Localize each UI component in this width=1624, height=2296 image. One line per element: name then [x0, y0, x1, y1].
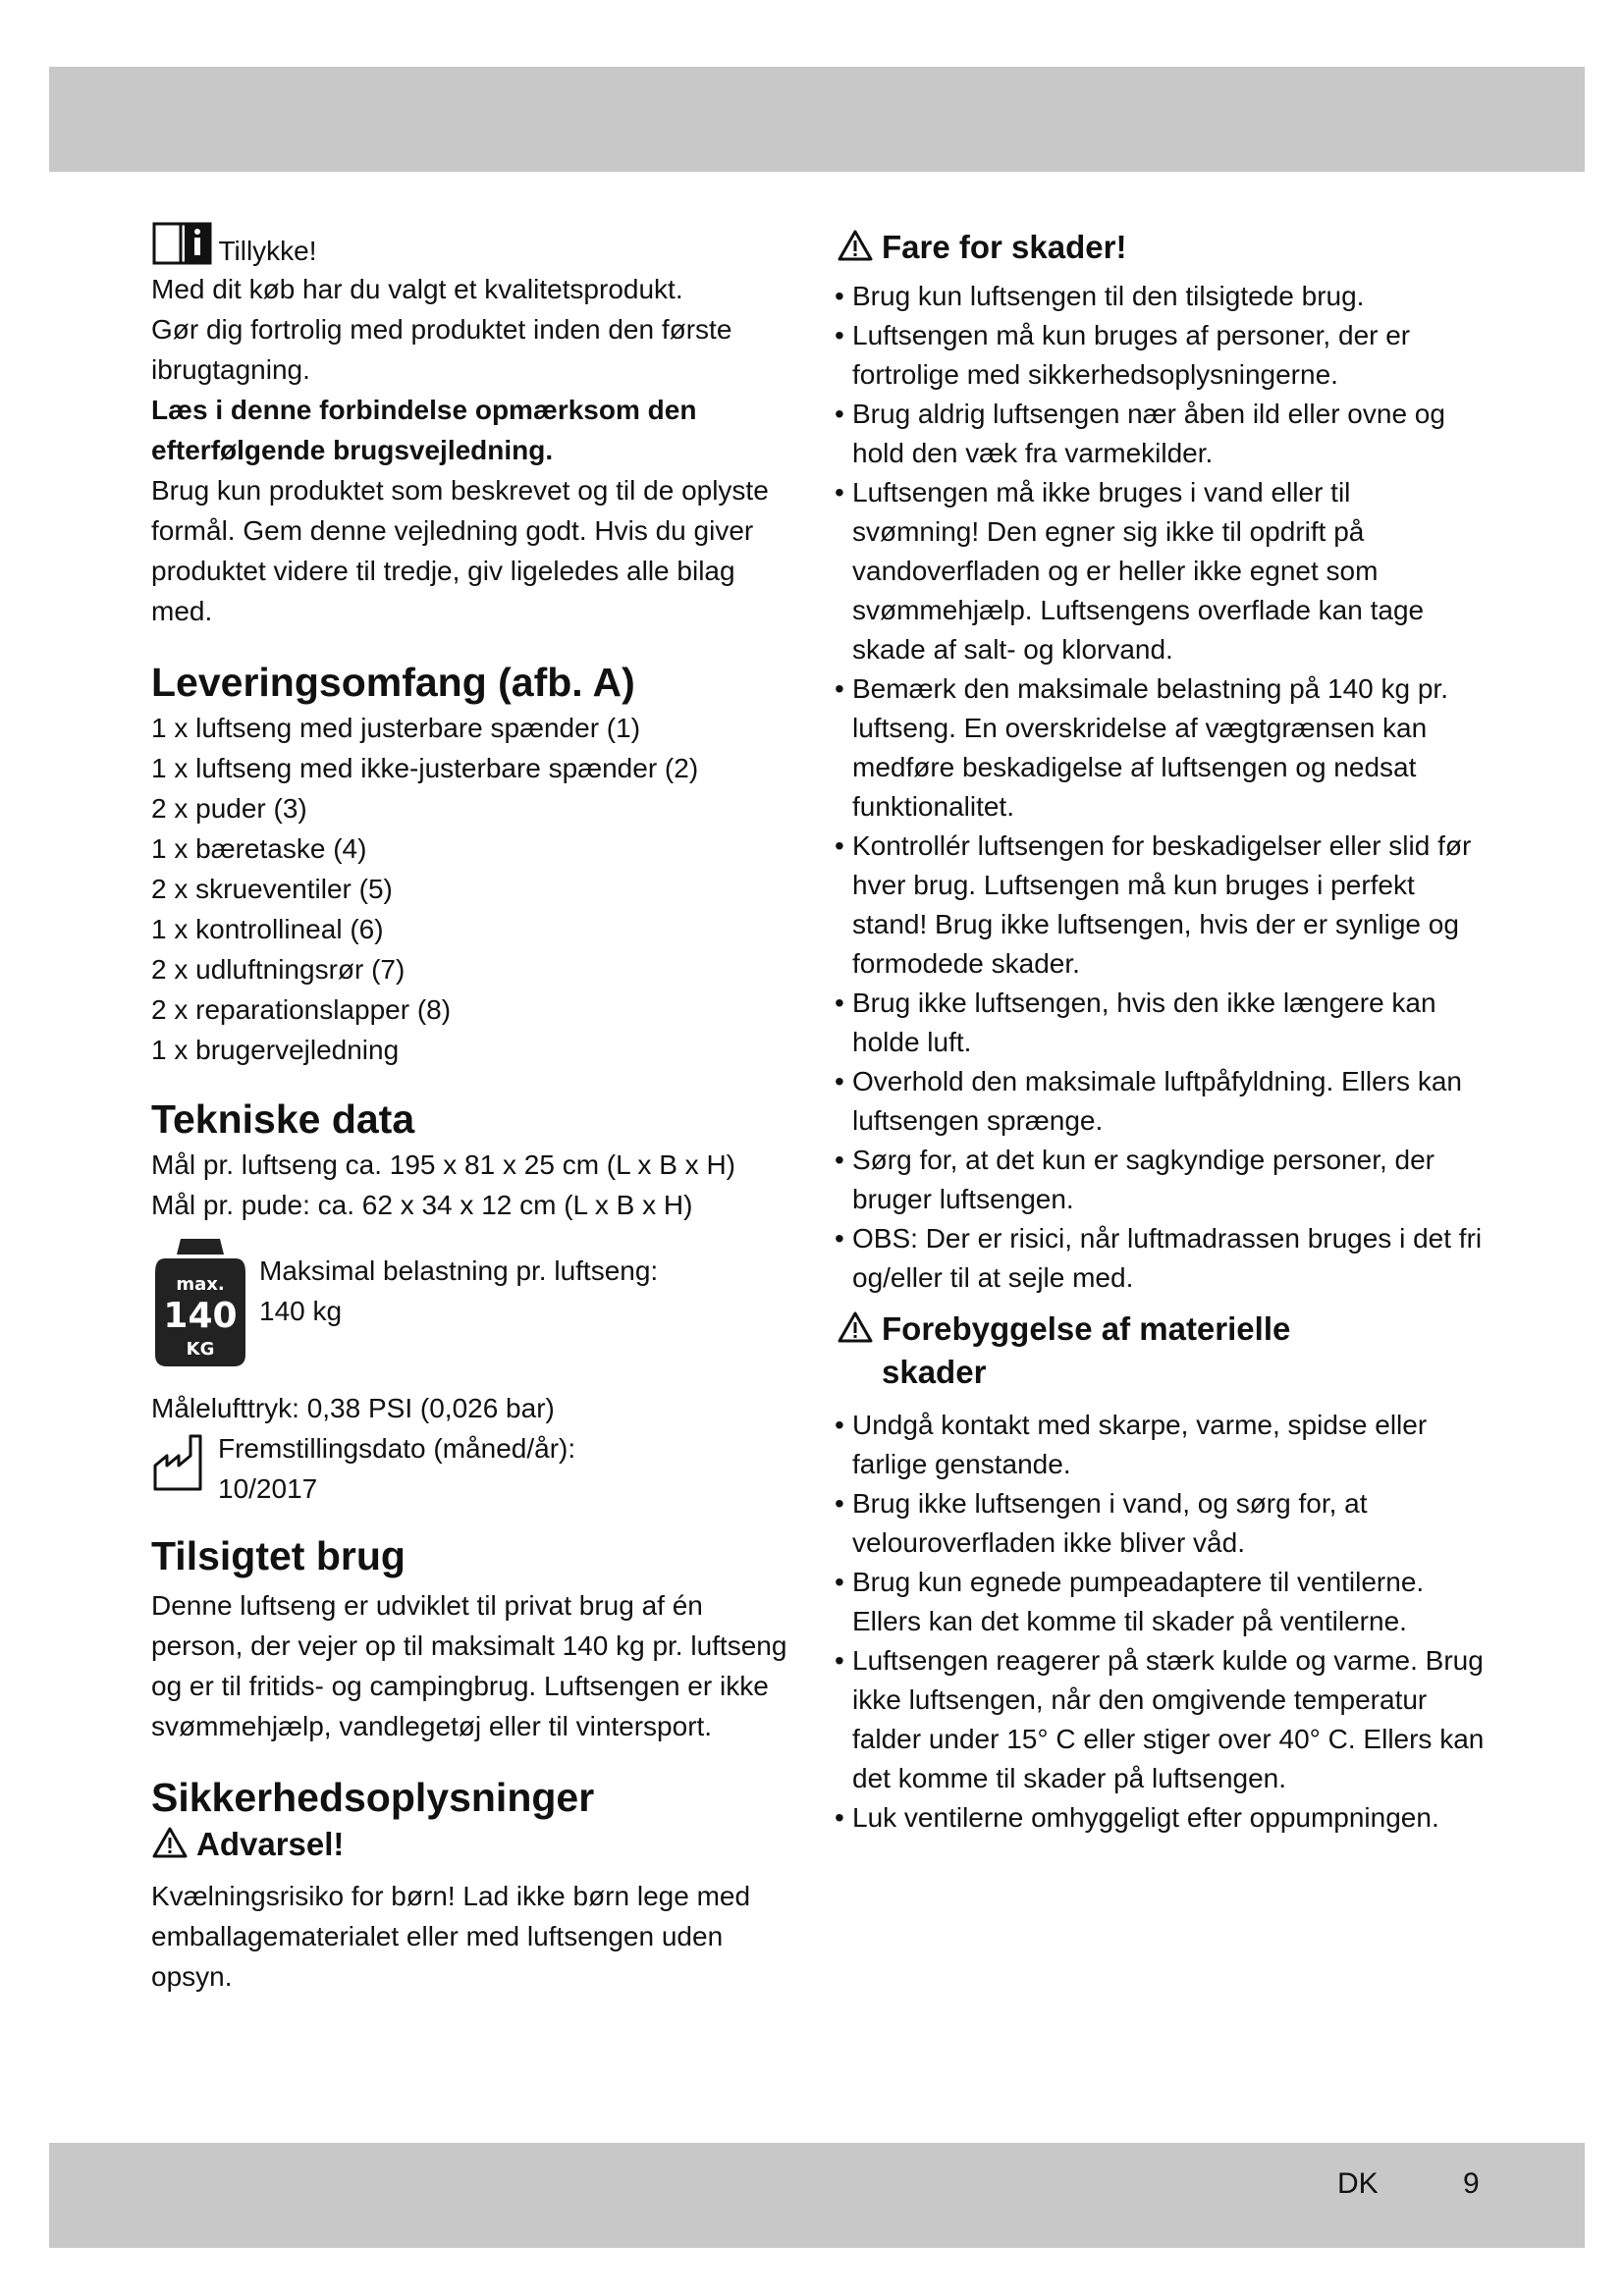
info-book-icon — [151, 218, 214, 267]
damage-item: • Undgå kontakt med skarpe, varme, spidse eller farlige genstande. — [837, 1406, 1485, 1484]
intended-text: Denne luftseng er udviklet til privat brug af én person, der vejer op til maksimalt 140 kg pr. luftseng og er til fritids- og campingbrug. Luftsengen er ikke svømmehjælp, vandlegetøj eller til vintersport. — [151, 1590, 787, 1741]
injury-item: • Bemærk den maksimale belastning på 140 kg pr. luftseng. En overskridelse af vægtgrænsen kan medføre beskadigelse af luftsengen og nedsat funktionalitet. — [837, 669, 1485, 827]
warning-icon — [837, 229, 874, 262]
delivery-title: Leveringsomfang (afb. A) — [151, 660, 635, 705]
injury-item: • Brug kun luftsengen til den tilsigtede brug. — [837, 277, 1485, 316]
header-bar — [49, 67, 1585, 172]
manufacture-date-value: 10/2017 — [218, 1473, 318, 1504]
warning-icon — [837, 1310, 874, 1344]
weight-icon — [151, 1233, 249, 1370]
damage-item: • Luk ventilerne omhyggeligt efter oppumpningen. — [837, 1798, 1485, 1838]
tech-bed-size: Mål pr. luftseng ca. 195 x 81 x 25 cm (L x B x H) — [151, 1149, 735, 1180]
delivery-list — [151, 708, 799, 1070]
injury-item: • Luftsengen må kun bruges af personer, der er fortrolige med sikkerhedsoplysningerne. — [837, 316, 1485, 395]
injury-item: • Luftsengen må ikke bruges i vand eller til svømning! Den egner sig ikke til opdrift på vandoverfladen og er heller ikke egnet som svømmehjælp. Luftsengens overflade kan tage skade af salt- og klorvand. — [837, 473, 1485, 669]
page-number: 9 — [1463, 2167, 1480, 2200]
damage-item: • Brug kun egnede pumpeadaptere til ventilerne. Ellers kan det komme til skader på ventilerne. — [837, 1563, 1485, 1641]
injury-list — [837, 277, 1485, 1298]
right-column — [837, 226, 1485, 1838]
delivery-item: 1 x luftseng med justerbare spænder (1) — [151, 713, 641, 743]
factory-icon — [151, 1432, 210, 1493]
injury-item: • Brug ikke luftsengen, hvis den ikke længere kan holde luft. — [837, 984, 1485, 1062]
damage-item: • Brug ikke luftsengen i vand, og sørg for, at velouroverfladen ikke bliver våd. — [837, 1484, 1485, 1563]
weight-icon-value: 140 — [163, 1296, 238, 1336]
warning-title: Advarsel! — [196, 1826, 345, 1862]
tech-pillow-size: Mål pr. pude: ca. 62 x 34 x 12 cm (L x B x H) — [151, 1190, 693, 1220]
intro-text-3: Brug kun produktet som beskrevet og til de oplyste formål. Gem denne vejledning godt. Hvis du giver produktet videre til tredje, giv ligeledes alle bilag med. — [151, 475, 769, 626]
footer-language: DK — [1337, 2167, 1379, 2200]
intro-heading-row — [151, 218, 799, 267]
injury-item: • OBS: Der er risici, når luftmadrassen bruges i det fri og/eller til at sejle med. — [837, 1219, 1485, 1298]
injury-item: • Brug aldrig luftsengen nær åben ild eller ovne og hold den væk fra varmekilder. — [837, 395, 1485, 473]
injury-title: Fare for skader! — [882, 229, 1127, 265]
delivery-item: 2 x udluftningsrør (7) — [151, 954, 406, 985]
left-column — [151, 218, 799, 1997]
delivery-item: 1 x brugervejledning — [151, 1035, 400, 1065]
delivery-item: 1 x luftseng med ikke-justerbare spænder (2) — [151, 753, 699, 783]
manufacture-date-text — [218, 1428, 575, 1509]
intro-heading: Tillykke! — [218, 236, 317, 266]
intro-bold-text: Læs i denne forbindelse opmærksom den efterfølgende brugsvejledning. — [151, 395, 697, 465]
intro-text-1: Med dit køb har du valgt et kvalitetsprodukt. — [151, 274, 683, 304]
tech-title: Tekniske data — [151, 1096, 415, 1142]
injury-item: • Kontrollér luftsengen for beskadigelser eller slid før hver brug. Luftsengen må kun bruges i perfekt stand! Brug ikke luftsengen, hvis der er synlige og formodede skader. — [837, 827, 1485, 984]
max-load-label: Maksimal belastning pr. luftseng: — [259, 1255, 659, 1286]
measure-pressure: Målelufttryk: 0,38 PSI (0,026 bar) — [151, 1393, 555, 1423]
max-load-value: 140 kg — [259, 1296, 343, 1326]
intended-title: Tilsigtet brug — [151, 1533, 406, 1578]
delivery-item: 1 x kontrollineal (6) — [151, 914, 384, 944]
weight-icon-unit: KG — [186, 1339, 215, 1360]
damage-list — [837, 1406, 1485, 1838]
max-load-row — [151, 1233, 799, 1370]
damage-item: • Luftsengen reagerer på stærk kulde og varme. Brug ikke luftsengen, når den omgivende temperatur falder under 15° C eller stiger over 40° C. Ellers kan det komme til skader på luftsengen. — [837, 1641, 1485, 1798]
max-load-text — [259, 1251, 658, 1331]
warning-icon — [151, 1826, 189, 1859]
damage-title: Forebyggelse af materielle skader — [882, 1310, 1291, 1390]
delivery-item: 2 x reparationslapper (8) — [151, 994, 452, 1025]
injury-item: • Overhold den maksimale luftpåfyldning. Ellers kan luftsengen sprænge. — [837, 1062, 1485, 1141]
safety-title: Sikkerhedsoplysninger — [151, 1775, 595, 1820]
delivery-item: 2 x skrueventiler (5) — [151, 874, 393, 904]
intro-text-2: Gør dig fortrolig med produktet inden den første ibrugtagning. — [151, 314, 732, 385]
delivery-item: 1 x bæretaske (4) — [151, 833, 367, 864]
manufacture-date-label: Fremstillingsdato (måned/år): — [218, 1433, 576, 1464]
delivery-item: 2 x puder (3) — [151, 793, 307, 824]
damage-heading — [837, 1308, 1485, 1394]
warning-text: Kvælningsrisiko for børn! Lad ikke børn lege med emballagematerialet eller med luftsengen uden opsyn. — [151, 1881, 751, 1992]
weight-icon-top: max. — [176, 1274, 225, 1295]
manufacture-date-row — [151, 1428, 799, 1509]
warning-heading — [151, 1823, 799, 1866]
injury-heading — [837, 226, 1485, 269]
injury-item: • Sørg for, at det kun er sagkyndige personer, der bruger luftsengen. — [837, 1141, 1485, 1219]
